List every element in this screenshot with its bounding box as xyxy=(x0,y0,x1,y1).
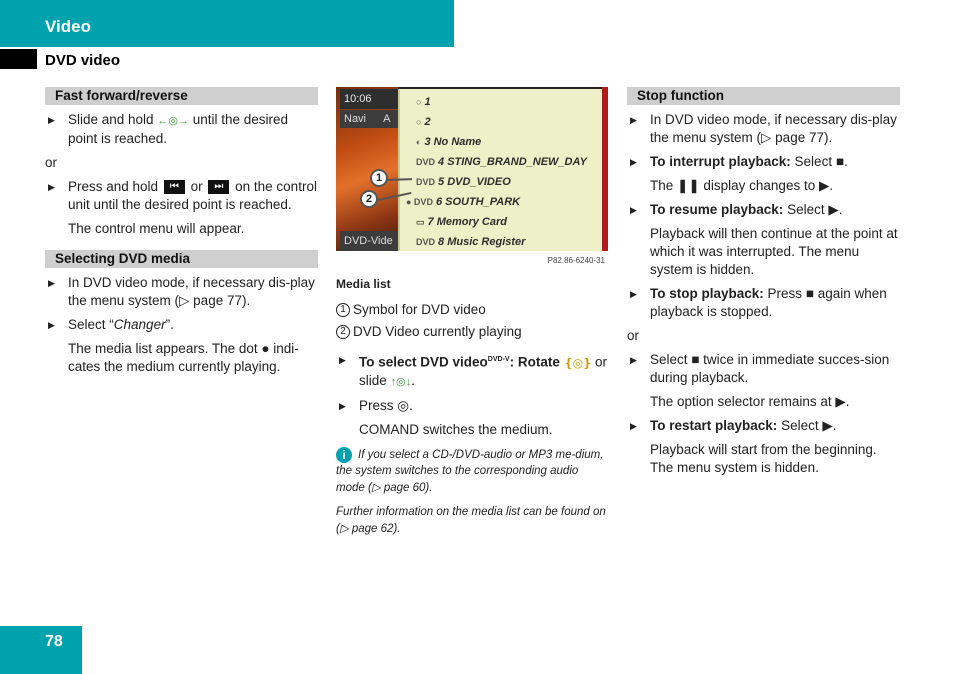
instruction-text: Select ■. xyxy=(794,154,848,169)
list-item-label: 1 xyxy=(424,96,431,108)
legend-number: 2 xyxy=(336,325,350,339)
disc-icon: ◐ xyxy=(416,137,422,147)
instruction-text: Select ▶. xyxy=(781,418,837,433)
list-item-label: 7 Memory Card xyxy=(427,216,507,228)
dvd-icon: DVD xyxy=(416,237,436,247)
column-left xyxy=(45,87,318,376)
instruction-text: until the desired point is reached. xyxy=(68,112,289,146)
instruction-select-changer xyxy=(45,316,318,334)
note-text: If you select a CD-/DVD-audio or MP3 me-dium, the system switches to the corresponding audio mode (▷ page 60). xyxy=(336,448,604,494)
instruction-resume xyxy=(627,201,900,219)
disc-icon: ○ xyxy=(416,97,422,107)
legend-number: 1 xyxy=(336,303,350,317)
list-item xyxy=(416,213,507,231)
dvd-video-icon: DVD-V xyxy=(487,356,510,363)
list-item-label: 5 DVD_VIDEO xyxy=(438,176,511,188)
instruction-label: To stop playback: xyxy=(650,286,764,301)
result-text: The option selector remains at ▶. xyxy=(650,394,850,409)
slide-up-down-icon: ↑◎↓ xyxy=(390,375,412,388)
info-icon: i xyxy=(336,447,352,463)
media-list xyxy=(398,89,608,251)
instruction-text: : Rotate xyxy=(509,354,560,370)
navi-tab xyxy=(340,110,398,128)
callout-2: 2 xyxy=(360,190,378,208)
column-right xyxy=(627,87,900,477)
page-number-box xyxy=(0,626,82,674)
list-item xyxy=(416,93,431,111)
column-middle xyxy=(336,87,608,537)
scroll-indicator xyxy=(602,87,608,251)
list-item-label: 3 No Name xyxy=(424,136,482,148)
instruction-text: Press ■ again when playback is stopped. xyxy=(650,286,887,319)
info-note xyxy=(336,447,608,497)
list-item xyxy=(416,153,587,171)
rotate-icon: ❴◎❵ xyxy=(563,355,592,370)
instruction-text: on the control unit until the desired point is reached. xyxy=(68,179,317,212)
list-item xyxy=(416,173,511,191)
instruction-stop xyxy=(627,285,900,321)
dvd-video-tab: DVD-Vide xyxy=(340,231,398,251)
result-text: Playback will start from the beginning. The menu system is hidden. xyxy=(650,442,877,475)
or-text: or xyxy=(45,155,58,170)
instruction-select-dvd xyxy=(336,351,608,391)
list-item-label: 2 xyxy=(424,116,431,128)
instruction-text: Slide and hold xyxy=(68,112,154,127)
controller-slide-icon: ←◎→ xyxy=(157,115,189,127)
instruction-text: or slide xyxy=(359,354,607,388)
instruction-text: ”. xyxy=(165,317,174,332)
section-title: DVD video xyxy=(45,52,121,69)
legend-text: DVD Video currently playing xyxy=(353,324,522,339)
instruction-label: To interrupt playback: xyxy=(650,154,791,169)
navi-label: Navi xyxy=(344,113,367,125)
instruction-text: Press xyxy=(359,397,394,413)
instruction-restart xyxy=(627,417,900,435)
result-text: The ❚❚ display changes to ▶. xyxy=(650,178,834,193)
list-item xyxy=(416,113,431,131)
list-item-label: 4 STING_BRAND_NEW_DAY xyxy=(438,156,587,168)
subhead-stop-function: Stop function xyxy=(627,87,900,105)
figure-caption: Media list xyxy=(336,277,391,291)
section-marker xyxy=(0,49,37,69)
instruction-press xyxy=(336,397,608,415)
instruction-press-hold xyxy=(45,178,318,214)
page-number: 78 xyxy=(45,633,63,650)
disc-icon: ○ xyxy=(416,117,422,127)
subhead-selecting-media: Selecting DVD media xyxy=(45,250,318,268)
list-item xyxy=(416,133,481,151)
or-text: or xyxy=(627,328,640,343)
instruction-label: To select DVD video xyxy=(359,354,488,370)
list-item xyxy=(416,233,525,251)
instruction-slide-hold xyxy=(45,111,318,148)
instruction-display-menu: ▶ In DVD video mode, if necessary dis-play the menu system (▷ page 77). xyxy=(45,274,318,310)
legend-text: Symbol for DVD video xyxy=(353,302,486,317)
instruction-label: To resume playback: xyxy=(650,202,784,217)
instruction-text: Press and hold xyxy=(68,179,159,194)
instruction-display-menu: ▶ In DVD video mode, if necessary dis-play the menu system (▷ page 77). xyxy=(627,111,900,147)
instruction-text: . xyxy=(411,372,415,388)
instruction-text: . xyxy=(409,397,413,413)
result-text: The media list appears. The dot ● indi-cates the medium currently playing. xyxy=(68,341,299,374)
menu-item-name: Changer xyxy=(113,317,166,332)
result-text: The control menu will appear. xyxy=(68,221,245,236)
callout-1: 1 xyxy=(370,169,388,187)
dvd-icon: DVD xyxy=(416,177,436,187)
skip-back-icon: ⏮ xyxy=(164,180,185,194)
dvd-playing-icon: ● DVD xyxy=(406,197,433,207)
skip-forward-icon: ⏭ xyxy=(208,180,229,194)
navi-extra: A xyxy=(383,113,391,125)
subhead-fast-forward: Fast forward/reverse xyxy=(45,87,318,105)
legend-item-2 xyxy=(336,323,608,341)
instruction-text: Select “ xyxy=(68,317,114,332)
instruction-interrupt xyxy=(627,153,900,171)
memory-card-icon: ▭ xyxy=(416,217,425,227)
image-reference: P82.86-6240-31 xyxy=(547,256,605,265)
result-text: Playback will then continue at the point at which it was interrupted. The menu system is hidden. xyxy=(650,226,898,277)
instruction-label: To restart playback: xyxy=(650,418,778,433)
chapter-title: Video xyxy=(45,17,91,36)
dvd-icon: DVD xyxy=(416,157,436,167)
further-info-note: Further information on the media list can be found on (▷ page 62). xyxy=(336,506,606,535)
press-controller-icon: ◎ xyxy=(397,397,410,413)
instruction-text: Select ▶. xyxy=(787,202,843,217)
media-list-screenshot xyxy=(336,87,608,265)
instruction-select-twice: ▶ Select ■ twice in immediate succes-sion during playback. xyxy=(627,351,900,387)
list-item-label: 8 Music Register xyxy=(438,236,526,248)
result-text: COMAND switches the medium. xyxy=(359,421,553,437)
legend-item-1 xyxy=(336,301,608,319)
instruction-text: or xyxy=(190,179,203,194)
clock-display: 10:06 xyxy=(340,89,398,109)
list-item xyxy=(406,193,520,211)
list-item-label: 6 SOUTH_PARK xyxy=(435,196,521,208)
